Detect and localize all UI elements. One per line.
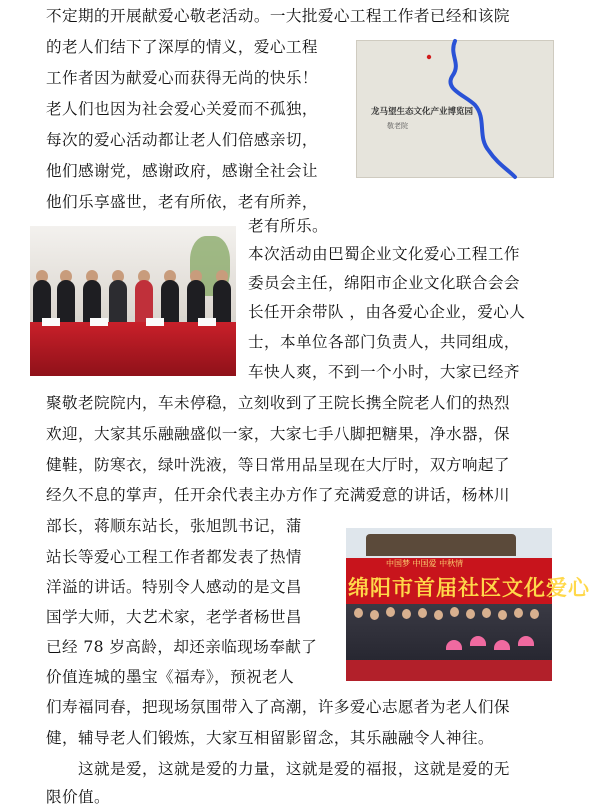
pink-fan (518, 636, 534, 646)
text-line-11: 长任开余带队 ，由各爱心企业，爱心人 (248, 303, 526, 321)
group-photo (346, 528, 590, 681)
text-line-5: 每次的爱心活动都让老人们倍感亲切， (46, 131, 318, 149)
person-face (482, 608, 491, 618)
text-line-17: 经久不息的掌声，任开余代表主办方作了充满爱意的讲话，杨林川 (46, 486, 510, 504)
text-line-2: 的老人们结下了深厚的情义，爱心工程 (46, 38, 318, 56)
text-line-15: 欢迎，大家其乐融融盛似一家，大家七手八脚把糖果，净水器，保 (46, 425, 510, 443)
person-face (434, 610, 443, 620)
person-face (370, 610, 379, 620)
map-subtitle: 敬老院 (387, 122, 408, 130)
red-table (30, 322, 236, 376)
person-face (354, 608, 363, 618)
text-line-14: 聚敬老院院内，车未停稳，立刻收到了王院长携全院老人们的热烈 (46, 394, 510, 412)
meeting-photo (30, 226, 236, 376)
text-line-27: 限价值。 (46, 788, 110, 806)
text-line-13: 车快人爽，不到一个小时，大家已经齐 (248, 363, 520, 381)
map-photo (356, 40, 554, 178)
nameplate (146, 318, 164, 326)
text-line-20: 洋溢的讲话。特别令人感动的是文昌 (46, 578, 302, 596)
map-title: 龙马望生态文化产业博览园 (371, 107, 474, 117)
text-line-22: 已经 78 岁高龄，却还亲临现场奉献了 (46, 638, 318, 656)
text-line-21: 国学大师，大艺术家，老学者杨世昌 (46, 608, 302, 626)
text-line-7: 他们乐享盛世，老有所依，老有所养， (46, 193, 318, 211)
text-line-9: 本次活动由巴蜀企业文化爱心工程工作 (248, 245, 520, 263)
red-carpet (346, 660, 552, 681)
text-line-3: 工作者因为献爱心而获得无尚的快乐！ (46, 69, 318, 87)
person-face (514, 608, 523, 618)
person-face (498, 610, 507, 620)
text-line-1: 不定期的开展献爱心敬老活动。一大批爱心工程工作者已经和该院 (46, 7, 510, 25)
banner-slogan: 中国梦 中国爱 中秋情 (386, 559, 464, 568)
text-line-25: 健，辅导老人们锻炼，大家互相留影留念，其乐融融令人神往。 (46, 729, 494, 747)
text-line-18: 部长，蒋顺东站长，张旭凯书记，蒲 (46, 517, 302, 535)
banner-title: 绵阳市首届社区文化爱心 (348, 575, 590, 600)
text-line-19: 站长等爱心工程工作者都发表了热情 (46, 548, 302, 566)
person-face (386, 607, 395, 617)
person-face (466, 609, 475, 619)
pink-fan (446, 640, 462, 650)
text-line-12: 士，本单位各部门负责人，共同组成， (248, 333, 520, 351)
person-face (530, 609, 539, 619)
person-face (402, 609, 411, 619)
text-line-8: 老有所乐。 (248, 217, 328, 235)
location-marker (427, 55, 431, 59)
nameplate (198, 318, 216, 326)
nameplate (90, 318, 108, 326)
attendee (109, 280, 127, 326)
text-line-10: 委员会主任，绵阳市企业文化联合会会 (248, 274, 520, 292)
text-line-26: 这就是爱，这就是爱的力量，这就是爱的福报，这就是爱的无 (78, 760, 510, 778)
text-line-6: 他们感谢党，感谢政府，感谢全社会让 (46, 162, 318, 180)
nameplate (42, 318, 60, 326)
text-line-24: 们寿福同春，把现场氛围带入了高潮，许多爱心志愿者为老人们保 (46, 698, 510, 716)
pink-fan (494, 640, 510, 650)
text-line-23: 价值连城的墨宝《福寿》，预祝老人 (46, 668, 295, 686)
text-line-16: 健鞋，防寒衣，绿叶洗液，等日常用品呈现在大厅时，双方响起了 (46, 456, 510, 474)
building-roof (366, 534, 516, 556)
pink-fan (470, 636, 486, 646)
text-line-4: 老人们也因为社会爱心关爱而不孤独， (46, 100, 318, 118)
person-face (418, 608, 427, 618)
person-face (450, 607, 459, 617)
